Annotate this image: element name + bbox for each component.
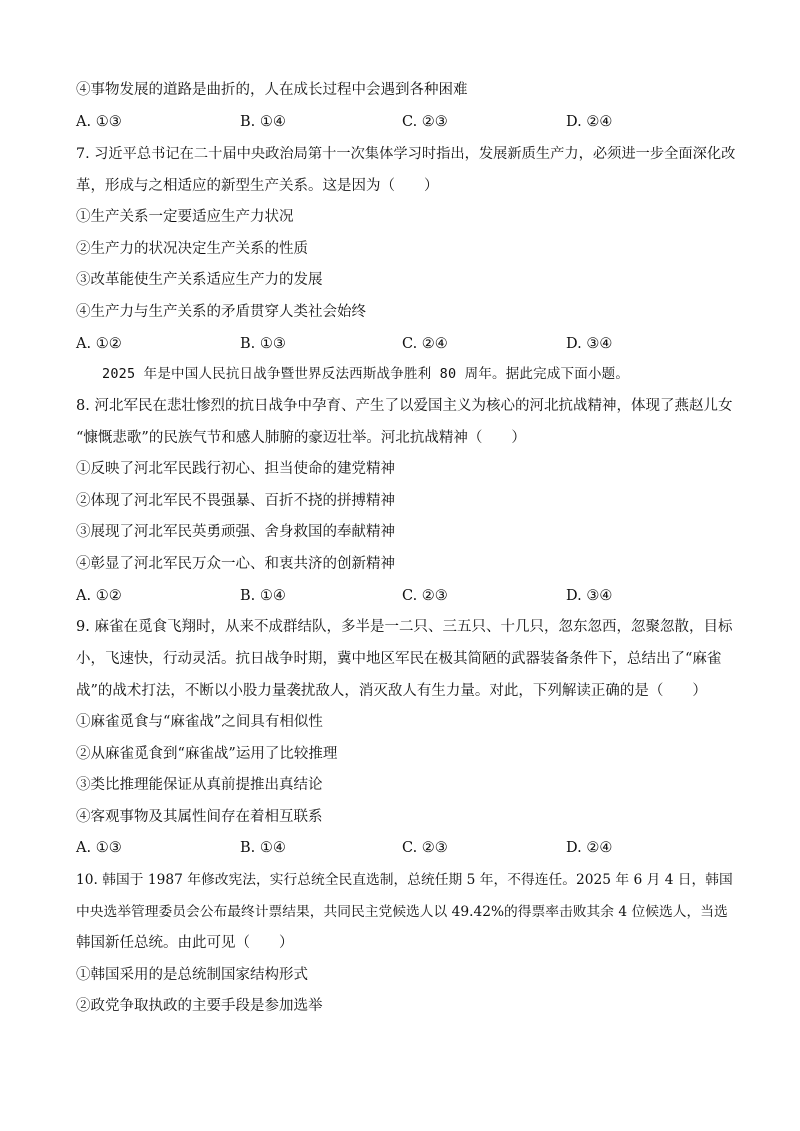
q8-statement-2: ②体现了河北军民不畏强暴、百折不挠的拼搏精神 [76,493,395,509]
q7-statement-3: ③改革能使生产关系适应生产力的发展 [76,272,323,288]
q9-stem-line-1: 9. 麻雀在觅食飞翔时，从来不成群结队，多半是一二只、三五只、十几只，忽东忽西，忽聚忽散，目标 [76,619,733,635]
q7-stem-line-1: 7. 习近平总书记在二十届中央政治局第十一次集体学习时指出，发展新质生产力，必须进一步全面深化改 [76,146,736,162]
option-d[interactable]: D. ②④ [566,114,613,130]
option-a[interactable]: A. ①② [76,336,122,352]
q9-statement-4: ④客观事物及其属性间存在着相互联系 [76,809,323,825]
section-intro: 2025 年是中国人民抗日战争暨世界反法西斯战争胜利 80 周年。据此完成下面小题。 [102,366,630,382]
option-b[interactable]: B. ①③ [240,336,286,352]
option-b[interactable]: B. ①④ [240,840,286,856]
q8-options [76,586,736,606]
option-b[interactable]: B. ①④ [240,588,286,604]
option-d[interactable]: D. ③④ [566,588,613,604]
q8-stem-line-1: 8. 河北军民在悲壮惨烈的抗日战争中孕育、产生了以爱国主义为核心的河北抗战精神，体现了燕赵儿女 [76,398,733,414]
q7-statement-2: ②生产力的状况决定生产关系的性质 [76,241,308,257]
option-c[interactable]: C. ②④ [402,336,448,352]
q8-statement-4: ④彰显了河北军民万众一心、和衷共济的创新精神 [76,556,395,572]
q7-stem-line-2: 革，形成与之相适应的新型生产关系。这是因为（ ） [76,178,439,194]
q9-options [76,838,736,858]
option-a[interactable]: A. ①③ [76,114,122,130]
q6-statement-4: ④事物发展的道路是曲折的，人在成长过程中会遇到各种困难 [76,82,468,98]
option-c[interactable]: C. ②③ [402,114,448,130]
option-a[interactable]: A. ①③ [76,840,122,856]
q9-stem-line-3: 战”的战术打法，不断以小股力量袭扰敌人，消灭敌人有生力量。对此，下列解读正确的是（ ） [76,683,707,699]
q7-statement-4: ④生产力与生产关系的矛盾贯穿人类社会始终 [76,304,366,320]
q8-stem-line-2: “慷慨悲歌”的民族气节和感人肺腑的豪迈壮举。河北抗战精神（ ） [76,430,526,446]
option-c[interactable]: C. ②③ [402,588,448,604]
q6-options [76,112,736,132]
option-d[interactable]: D. ③④ [566,336,613,352]
q8-statement-3: ③展现了河北军民英勇顽强、舍身救国的奉献精神 [76,524,395,540]
q10-statement-2: ②政党争取执政的主要手段是参加选举 [76,998,323,1014]
option-d[interactable]: D. ②④ [566,840,613,856]
q7-options [76,334,736,354]
q9-statement-2: ②从麻雀觅食到“麻雀战”运用了比较推理 [76,746,338,762]
q7-statement-1: ①生产关系一定要适应生产力状况 [76,209,294,225]
option-b[interactable]: B. ①④ [240,114,286,130]
q9-statement-1: ①麻雀觅食与“麻雀战”之间具有相似性 [76,714,323,730]
q8-statement-1: ①反映了河北军民践行初心、担当使命的建党精神 [76,461,395,477]
option-c[interactable]: C. ②③ [402,840,448,856]
q10-stem-line-1: 10. 韩国于 1987 年修改宪法，实行总统全民直选制，总统任期 5 年，不得连任。2025 年 6 月 4 日，韩国 [76,872,733,888]
q10-stem-line-3: 韩国新任总统。由此可见（ ） [76,935,294,951]
q9-stem-line-2: 小，飞速快，行动灵活。抗日战争时期，冀中地区军民在极其简陋的武器装备条件下，总结出了“麻雀 [76,651,722,667]
q10-stem-line-2: 中央选举管理委员会公布最终计票结果，共同民主党候选人以 49.42%的得票率击败其余 4 位候选人，当选 [76,904,728,920]
q9-statement-3: ③类比推理能保证从真前提推出真结论 [76,777,323,793]
q10-statement-1: ①韩国采用的是总统制国家结构形式 [76,967,308,983]
option-a[interactable]: A. ①② [76,588,122,604]
